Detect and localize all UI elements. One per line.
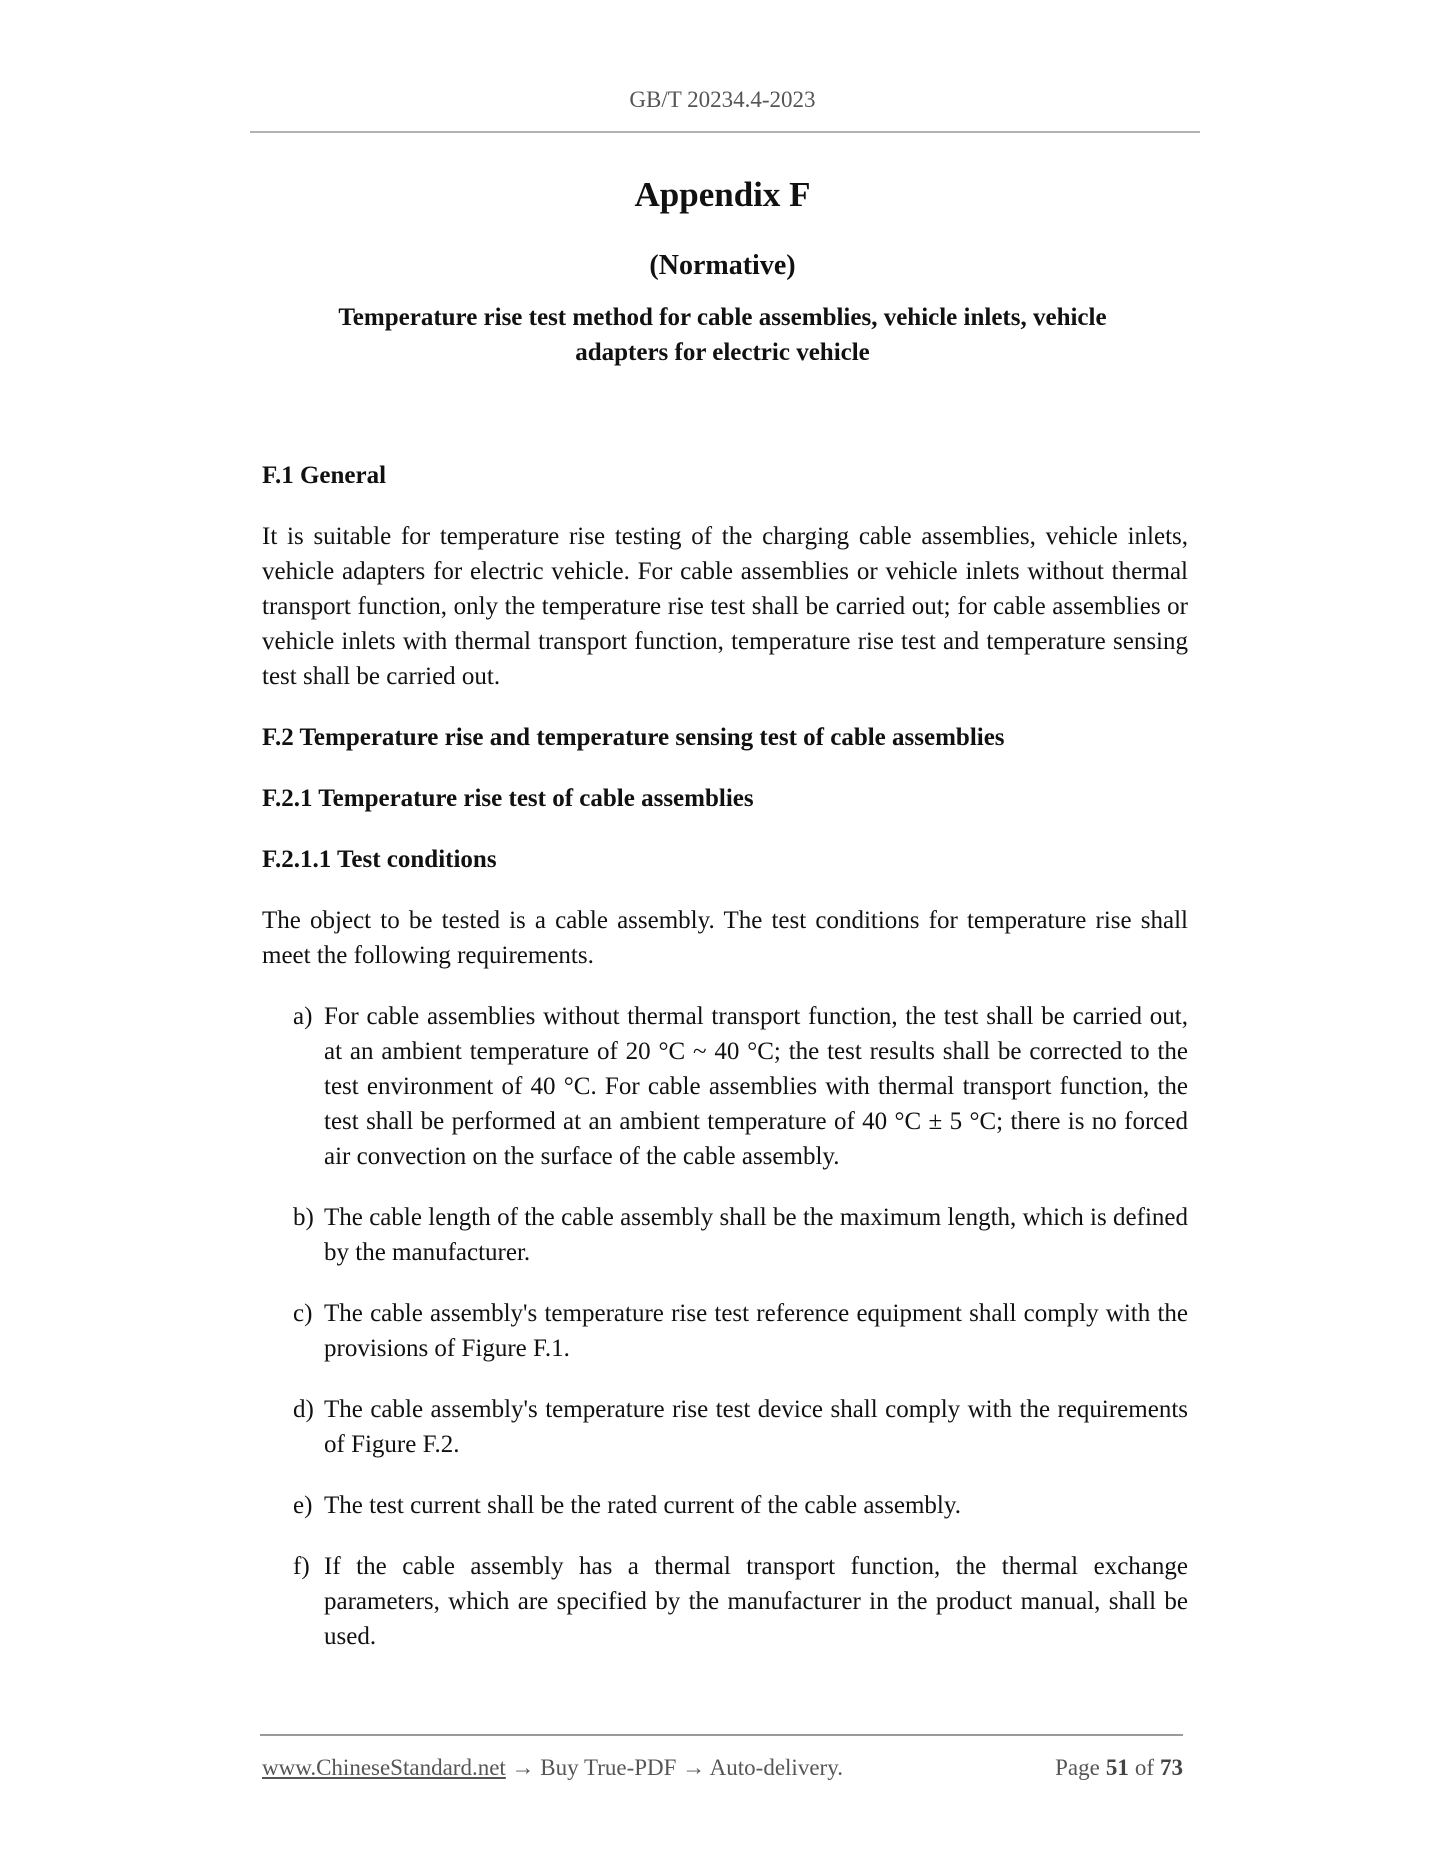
requirement-label: c) [293,1300,313,1327]
page-total: 73 [1160,1755,1183,1780]
footer-step-delivery: Auto-delivery. [709,1755,843,1780]
section-heading-f2-1-1: F.2.1.1 Test conditions [262,846,497,873]
requirement-item-b [262,1200,1188,1270]
test-conditions-intro: The object to be tested is a cable assembly. The test conditions for temperature rise shall meet the following requirements. [262,907,1188,969]
document-body [262,458,1188,1680]
page-current: 51 [1105,1755,1129,1780]
requirement-text: For cable assemblies without thermal transport function, the test shall be carried out, at an ambient temperature of 20 °C ~ 40 °C; the test results shall be corrected to the test environment of 40 °C. For cable assemblies with thermal transport function, the test shall be performed at an ambient temperature of 40 °C ± 5 °C; there is no forced air convection on the surface of the cable assembly. [324,1003,1188,1170]
requirement-text: The cable length of the cable assembly shall be the maximum length, which is defined by the manufacturer. [324,1204,1188,1266]
section-heading-f2: F.2 Temperature rise and temperature sensing test of cable assemblies [262,724,1005,751]
arrow-right-icon: → [511,1755,535,1780]
requirement-label: b) [293,1204,314,1231]
appendix-subtitle: Temperature rise test method for cable assemblies, vehicle inlets, vehicle adapters for electric vehicle [338,304,1107,366]
appendix-type: (Normative) [649,250,796,281]
chinesestandard-link[interactable]: www.ChineseStandard.net [262,1755,506,1780]
requirement-label: f) [293,1553,310,1580]
requirement-item-d [262,1392,1188,1462]
requirement-item-f [262,1549,1188,1654]
requirement-item-e [262,1488,1188,1523]
requirement-text: If the cable assembly has a thermal transport function, the thermal exchange parameters, which are specified by the manufacturer in the product manual, shall be used. [324,1553,1188,1650]
requirement-text: The cable assembly's temperature rise test device shall comply with the requirements of Figure F.2. [324,1396,1188,1458]
requirement-label: a) [293,1003,313,1030]
requirement-label: d) [293,1396,314,1423]
page-of-label: of [1134,1755,1154,1780]
footer-step-buy: Buy True-PDF [540,1755,677,1780]
requirement-text: The cable assembly's temperature rise test reference equipment shall comply with the provisions of Figure F.1. [324,1300,1188,1362]
section-heading-f2-1: F.2.1 Temperature rise test of cable assemblies [262,785,754,812]
requirement-item-c [262,1296,1188,1366]
arrow-right-icon: → [682,1755,706,1780]
requirement-text: The test current shall be the rated current of the cable assembly. [324,1492,961,1519]
section-f1-paragraph: It is suitable for temperature rise testing of the charging cable assemblies, vehicle inlets, vehicle adapters for electric vehicle. For cable assemblies or vehicle inlets without thermal transport function, only the temperature rise test shall be carried out; for cable assemblies or vehicle inlets with thermal transport function, temperature rise test and temperature sensing test shall be carried out. [262,523,1188,690]
requirement-item-a [262,999,1188,1174]
page-number [1025,1752,1183,1784]
page-label: Page [1055,1755,1100,1780]
header-divider [250,131,1200,133]
requirements-list [262,999,1188,1654]
footer-promo [262,1752,843,1784]
appendix-title: Appendix F [634,175,811,214]
running-header: GB/T 20234.4-2023 [629,87,816,112]
footer-divider [260,1734,1183,1736]
section-heading-f1: F.1 General [262,462,387,489]
requirement-label: e) [293,1492,313,1519]
